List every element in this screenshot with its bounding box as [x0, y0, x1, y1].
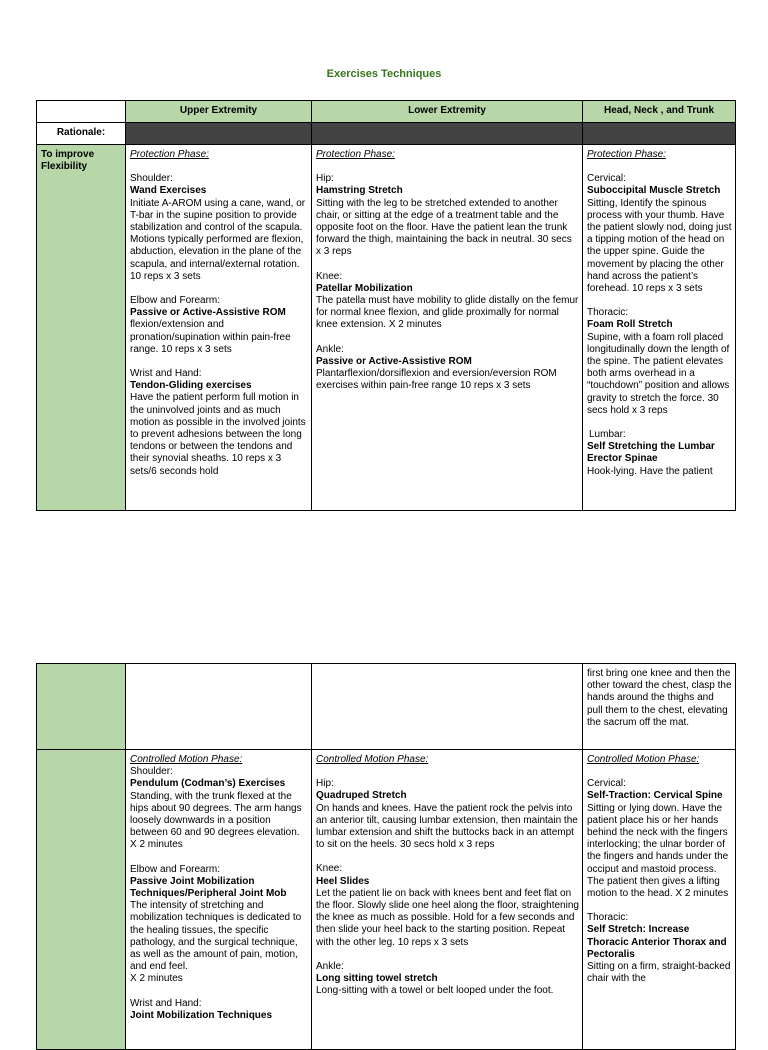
region-label: Knee: — [316, 270, 343, 282]
lower-extremity-cell — [312, 664, 583, 750]
exercise-description: Supine, with a foam roll placed longitudinally down the length of the spine. The patient elevates both arms overhead in a “touchdown” position and allows gravity to stretch the force. 30 secs hold x 3 reps — [587, 331, 730, 416]
exercise-name: Patellar Mobilization — [316, 282, 413, 294]
flexibility-row — [37, 145, 736, 511]
phase-label: Protection Phase: — [130, 149, 209, 160]
exercise-name: Self Stretching the Lumbar Erector Spinae — [587, 441, 715, 465]
exercise-name: Passive Joint Mobilization Techniques/Peripheral Joint Mob — [130, 875, 287, 900]
document-title: Exercises Techniques — [326, 68, 442, 80]
lower-extremity-cell — [312, 145, 583, 511]
head-neck-trunk-cell — [583, 664, 736, 750]
header-row — [37, 101, 736, 123]
region-label: Thoracic: — [587, 912, 629, 924]
exercise-description: flexion/extension and pronation/supination within pain-free range. 10 reps x 3 sets — [130, 319, 291, 355]
exercise-description: The intensity of stretching and mobilization techniques is dedicated to the healing tissues, the specific pathology, and the surgical technique, as well as the amount of pain, motion, and end feel. — [130, 900, 302, 973]
exercise-name: Long sitting towel stretch — [316, 973, 438, 985]
rationale-row — [37, 123, 736, 145]
exercise-description: Long-sitting with a towel or belt looped under the foot. — [316, 985, 554, 997]
region-label: Hip: — [316, 778, 334, 790]
phase-label: Controlled Motion Phase: — [130, 754, 243, 765]
exercise-name: Suboccipital Muscle Stretch — [587, 185, 721, 197]
region-label: Ankle: — [316, 960, 344, 972]
region-label: Lumbar: — [589, 429, 626, 441]
exercise-name: Pendulum (Codman’s) Exercises — [130, 778, 286, 790]
exercise-description: The patella must have mobility to glide distally on the femur for normal knee flexion, and glide proximally for normal knee extension. X 2 minutes — [316, 295, 579, 331]
exercise-name: Self Stretch: Increase Thoracic Anterior Thorax and Pectoralis — [587, 924, 727, 960]
head-neck-trunk-cell — [583, 145, 736, 511]
region-label: Knee: — [316, 863, 343, 875]
region-label: Elbow and Forearm: — [130, 863, 221, 875]
exercise-name: Tendon-Gliding exercises — [130, 380, 252, 392]
exercise-name: Foam Roll Stretch — [587, 319, 673, 331]
exercise-name: Hamstring Stretch — [316, 185, 403, 197]
exercise-description: Plantarflexion/dorsiflexion and eversion/eversion ROM exercises within pain-free range 10 reps x 3 sets — [316, 368, 557, 392]
upper-extremity-cell — [126, 145, 312, 511]
lower-extremity-cell — [312, 750, 583, 1050]
exercise-description: Standing, with the trunk flexed at the hips about 90 degrees. The arm hangs loosely downwards in a position between 60 and 90 degrees elevation. X 2 minutes — [130, 790, 302, 851]
exercise-description: Sitting with the leg to be stretched extended to another chair, or sitting at the edge of a treatment table and the opposite foot on the floor. Have the patient lean the trunk forward the thigh, maintaining the back in neutral. 30 secs x 3 reps — [316, 197, 572, 258]
exercise-description: On hands and knees. Have the patient rock the pelvis into an anterior tilt, causing lumbar extension, then maintain the lumbar extension and shift the buttocks back in an attempt to sit on the heels. 30 secs hold x 3 reps — [316, 802, 578, 851]
exercise-description: Hook-lying. Have the patient — [587, 465, 713, 477]
exercise-table-2 — [36, 663, 736, 1050]
controlled-motion-row — [37, 750, 736, 1050]
row-label-empty — [37, 664, 126, 750]
region-label: Hip: — [316, 173, 334, 185]
exercise-description: Sitting on a firm, straight-backed chair with the — [587, 961, 731, 985]
region-label: Elbow and Forearm: — [130, 295, 221, 307]
header-upper-extremity: Upper Extremity — [126, 101, 312, 123]
rationale-cell — [312, 123, 583, 145]
exercise-description: Sitting, Identify the spinous process with your thumb. Have the patient slowly nod, doing just a tipping motion of the head on the upper spine. Guide the movement by placing the other hand across the patient’s forehead. 10 reps x 3 sets — [587, 197, 732, 295]
exercise-name: Self-Traction: Cervical Spine — [587, 790, 723, 802]
rationale-cell — [126, 123, 312, 145]
region-label: Shoulder: — [130, 173, 173, 185]
upper-extremity-cell — [126, 664, 312, 750]
continuation-row — [37, 664, 736, 750]
exercise-name: Heel Slides — [316, 875, 370, 887]
region-label: Cervical: — [587, 173, 626, 185]
exercise-name: Passive or Active-Assistive ROM — [130, 307, 286, 319]
region-label: Ankle: — [316, 343, 344, 355]
exercise-description: Have the patient perform full motion in the uninvolved joints and as much motion as possible in the involved joints to prevent adhesions between the long tendons or between the tendons and their synovial sheaths. 10 reps x 3 sets/6 seconds hold — [130, 392, 306, 477]
row-label-flexibility: To improve Flexibility — [37, 145, 126, 511]
rationale-label: Rationale: — [37, 123, 126, 145]
region-label: Shoulder: — [130, 766, 173, 778]
exercise-name: Passive or Active-Assistive ROM — [316, 355, 472, 367]
row-label-empty — [37, 750, 126, 1050]
exercise-name: Quadruped Stretch — [316, 790, 407, 802]
upper-extremity-cell — [126, 750, 312, 1050]
rationale-cell — [583, 123, 736, 145]
header-lower-extremity: Lower Extremity — [312, 101, 583, 123]
exercise-description: first bring one knee and then the other toward the chest, clasp the hands around the thighs and pull them to the chest, elevating the sacrum off the mat. — [587, 668, 732, 728]
exercise-duration: X 2 minutes — [130, 973, 183, 985]
region-label: Wrist and Hand: — [130, 997, 202, 1009]
exercise-table-1 — [36, 100, 736, 511]
region-label: Cervical: — [587, 778, 626, 790]
header-blank-cell — [37, 101, 126, 123]
phase-label: Controlled Motion Phase: — [587, 754, 700, 765]
header-head-neck-trunk: Head, Neck , and Trunk — [583, 101, 736, 123]
exercise-description: Let the patient lie on back with knees bent and feet flat on the floor. Slowly slide one heel along the floor, straightening the knee as much as possible. Hold for a few seconds and then slide your heel back to the starting position. Repeat with the other leg. 10 reps x 3 sets — [316, 887, 579, 948]
exercise-description: Initiate A-AROM using a cane, wand, or T-bar in the supine position to provide stabilization and control of the scapula. Motions typically performed are flexion, abduction, elevation in the plane of the scapula, and internal/external rotation. 10 reps x 3 sets — [130, 197, 306, 282]
exercise-name: Joint Mobilization Techniques — [130, 1009, 273, 1021]
region-label: Thoracic: — [587, 307, 629, 319]
phase-label: Protection Phase: — [587, 149, 666, 160]
exercise-name: Wand Exercises — [130, 185, 207, 197]
phase-label: Protection Phase: — [316, 149, 395, 160]
exercise-description: Sitting or lying down. Have the patient place his or her hands behind the neck with the fingers interlocking; the ulnar border of the fingers and hands under the occiput and mastoid process. The patient then gives a lifting motion to the head. X 2 minutes — [587, 802, 729, 900]
phase-label: Controlled Motion Phase: — [316, 754, 429, 765]
head-neck-trunk-cell — [583, 750, 736, 1050]
region-label: Wrist and Hand: — [130, 368, 202, 380]
